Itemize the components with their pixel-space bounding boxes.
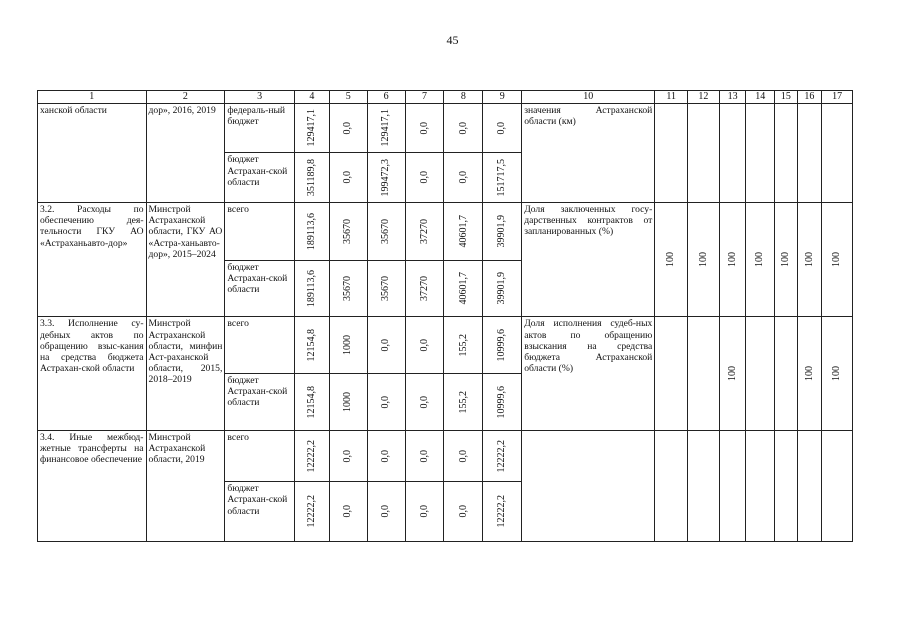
target-value-cell xyxy=(822,202,853,316)
amount-cell xyxy=(483,317,522,374)
target-value: 100 xyxy=(779,252,791,268)
target-value-cell xyxy=(688,202,720,316)
column-number-row xyxy=(38,91,853,104)
funding-source: всего xyxy=(225,317,295,374)
amount-value: 0,0 xyxy=(457,449,469,463)
column-number: 6 xyxy=(367,91,405,104)
target-value-cell xyxy=(719,317,746,430)
amount-cell xyxy=(294,153,329,202)
column-number: 5 xyxy=(329,91,367,104)
amount-value: 0,0 xyxy=(418,395,430,409)
amount-value: 40601,7 xyxy=(457,272,469,305)
target-value-cell xyxy=(775,430,798,541)
column-number: 17 xyxy=(822,91,853,104)
amount-cell xyxy=(405,317,444,374)
indicator-name xyxy=(522,430,655,541)
executor-period: Минстрой Астраханской области, 2019 xyxy=(146,430,225,541)
page-number: 45 xyxy=(446,33,459,47)
column-number: 2 xyxy=(146,91,225,104)
column-number: 8 xyxy=(444,91,483,104)
target-value-cell xyxy=(719,104,746,203)
target-value-cell xyxy=(655,317,688,430)
amount-cell xyxy=(444,430,483,482)
amount-cell xyxy=(483,202,522,260)
target-value-cell xyxy=(775,202,798,316)
event-name: 3.2. Расходы по обеспечению дея-тельности ГКУ АО «Астраханьавто-дор» xyxy=(38,202,147,316)
amount-cell xyxy=(405,153,444,202)
amount-cell xyxy=(405,430,444,482)
column-number: 10 xyxy=(522,91,655,104)
amount-value: 1000 xyxy=(342,335,354,356)
target-value-cell xyxy=(655,430,688,541)
amount-value: 0,0 xyxy=(418,121,430,135)
amount-value: 0,0 xyxy=(457,171,469,184)
amount-cell xyxy=(329,430,367,482)
funding-source: бюджет Астрахан-ской области xyxy=(225,373,295,430)
amount-value: 12154,8 xyxy=(306,328,317,362)
column-number: 12 xyxy=(688,91,720,104)
amount-cell xyxy=(329,104,367,153)
target-value-cell xyxy=(797,202,822,316)
column-number: 9 xyxy=(483,91,522,104)
amount-value: 129417,1 xyxy=(306,109,317,147)
amount-value: 0,0 xyxy=(342,121,354,135)
amount-cell xyxy=(367,373,405,430)
amount-value: 0,0 xyxy=(380,505,392,518)
amount-value: 10999,6 xyxy=(496,328,508,362)
amount-value: 0,0 xyxy=(380,338,392,352)
column-number: 15 xyxy=(775,91,798,104)
amount-cell xyxy=(329,373,367,430)
program-table xyxy=(37,90,853,542)
amount-cell xyxy=(329,202,367,260)
amount-value: 12222,2 xyxy=(306,439,317,473)
amount-value: 12222,2 xyxy=(496,495,508,528)
target-value-cell xyxy=(655,104,688,203)
target-value-cell xyxy=(688,430,720,541)
amount-cell xyxy=(367,104,405,153)
amount-cell xyxy=(405,260,444,317)
amount-value: 37270 xyxy=(418,275,430,301)
amount-value: 12222,2 xyxy=(306,495,317,528)
target-value: 100 xyxy=(726,252,738,268)
amount-cell xyxy=(405,202,444,260)
executor-period: дор», 2016, 2019 xyxy=(146,104,225,203)
amount-cell xyxy=(444,317,483,374)
amount-cell xyxy=(329,317,367,374)
target-value: 100 xyxy=(831,365,843,381)
amount-value: 151717,5 xyxy=(496,158,508,197)
event-name: 3.3. Исполнение су-дебных актов по обращению взыс-кания на средства бюджета Астрахан-ской области xyxy=(38,317,147,430)
amount-cell xyxy=(294,482,329,542)
amount-value: 0,0 xyxy=(418,449,430,463)
amount-cell xyxy=(405,373,444,430)
amount-value: 0,0 xyxy=(418,338,430,352)
amount-value: 35670 xyxy=(342,275,354,301)
table-row xyxy=(38,104,853,153)
table-row xyxy=(38,202,853,260)
amount-value: 10999,6 xyxy=(496,385,508,419)
column-number: 13 xyxy=(719,91,746,104)
amount-value: 0,0 xyxy=(496,121,508,135)
target-value-cell xyxy=(746,430,775,541)
amount-cell xyxy=(367,260,405,317)
amount-value: 0,0 xyxy=(457,121,469,135)
amount-value: 35670 xyxy=(380,218,392,244)
amount-value: 0,0 xyxy=(342,449,354,463)
amount-value: 351189,8 xyxy=(306,159,317,197)
amount-cell xyxy=(444,153,483,202)
funding-source: бюджет Астрахан-ской области xyxy=(225,482,295,542)
amount-value: 189113,6 xyxy=(306,212,317,250)
amount-cell xyxy=(367,482,405,542)
indicator-name: значения Астраханской области (км) xyxy=(522,104,655,203)
amount-value: 0,0 xyxy=(457,505,469,518)
amount-value: 0,0 xyxy=(418,505,430,518)
amount-cell xyxy=(367,153,405,202)
amount-cell xyxy=(483,260,522,317)
amount-cell xyxy=(444,373,483,430)
amount-cell xyxy=(367,202,405,260)
amount-value: 0,0 xyxy=(342,505,354,518)
amount-cell xyxy=(483,482,522,542)
amount-value: 0,0 xyxy=(342,171,354,184)
amount-cell xyxy=(444,104,483,153)
target-value-cell xyxy=(822,104,853,203)
funding-source: всего xyxy=(225,202,295,260)
target-value-cell xyxy=(822,317,853,430)
amount-cell xyxy=(294,430,329,482)
target-value-cell xyxy=(797,317,822,430)
amount-value: 37270 xyxy=(418,218,430,244)
target-value: 100 xyxy=(726,365,738,381)
indicator-name: Доля заключенных госу-дарственных контрактов от запланированных (%) xyxy=(522,202,655,316)
column-number: 7 xyxy=(405,91,444,104)
amount-value: 35670 xyxy=(380,275,392,301)
target-value-cell xyxy=(719,430,746,541)
target-value: 100 xyxy=(697,252,709,268)
target-value: 100 xyxy=(754,252,766,268)
amount-cell xyxy=(367,317,405,374)
amount-value: 35670 xyxy=(342,218,354,244)
amount-cell xyxy=(405,482,444,542)
target-value-cell xyxy=(775,104,798,203)
amount-value: 1000 xyxy=(342,391,354,412)
amount-cell xyxy=(294,202,329,260)
amount-cell xyxy=(405,104,444,153)
amount-cell xyxy=(483,430,522,482)
column-number: 14 xyxy=(746,91,775,104)
target-value: 100 xyxy=(803,252,815,268)
target-value-cell xyxy=(688,104,720,203)
column-number: 11 xyxy=(655,91,688,104)
event-name: 3.4. Иные межбюд-жетные трансферты на финансовое обеспечение xyxy=(38,430,147,541)
executor-period: Минстрой Астраханской области, минфин Аст-раханской области, 2015, 2018–2019 xyxy=(146,317,225,430)
funding-source: бюджет Астрахан-ской области xyxy=(225,260,295,317)
target-value-cell xyxy=(775,317,798,430)
amount-cell xyxy=(294,104,329,153)
amount-value: 155,2 xyxy=(457,333,469,357)
amount-value: 189113,6 xyxy=(306,269,317,308)
target-value: 100 xyxy=(665,252,677,268)
amount-value: 40601,7 xyxy=(457,215,469,248)
target-value-cell xyxy=(746,317,775,430)
amount-cell xyxy=(329,482,367,542)
table-row xyxy=(38,430,853,482)
indicator-name: Доля исполнения судеб-ных актов по обращению взыскания на средства бюджета Астраханской области (%) xyxy=(522,317,655,430)
target-value: 100 xyxy=(803,365,815,381)
target-value-cell xyxy=(719,202,746,316)
amount-cell xyxy=(483,373,522,430)
funding-source: всего xyxy=(225,430,295,482)
column-number: 4 xyxy=(294,91,329,104)
amount-cell xyxy=(294,317,329,374)
amount-value: 12222,2 xyxy=(496,439,508,473)
target-value-cell xyxy=(797,104,822,203)
amount-cell xyxy=(483,104,522,153)
target-value-cell xyxy=(688,317,720,430)
amount-value: 129417,1 xyxy=(380,109,392,147)
amount-cell xyxy=(444,482,483,542)
amount-value: 39901,9 xyxy=(496,215,508,248)
amount-cell xyxy=(444,260,483,317)
amount-value: 0,0 xyxy=(380,395,392,409)
amount-value: 0,0 xyxy=(380,449,392,463)
amount-cell xyxy=(294,373,329,430)
funding-source: бюджет Астрахан-ской области xyxy=(225,153,295,202)
column-number: 3 xyxy=(225,91,295,104)
amount-cell xyxy=(294,260,329,317)
amount-value: 39901,9 xyxy=(496,272,508,305)
target-value-cell xyxy=(797,430,822,541)
target-value-cell xyxy=(655,202,688,316)
amount-value: 155,2 xyxy=(457,390,469,414)
amount-value: 12154,8 xyxy=(306,385,317,419)
target-value-cell xyxy=(746,104,775,203)
target-value-cell xyxy=(746,202,775,316)
amount-cell xyxy=(444,202,483,260)
amount-cell xyxy=(329,260,367,317)
table-row xyxy=(38,317,853,374)
amount-value: 0,0 xyxy=(418,171,430,184)
column-number: 1 xyxy=(38,91,147,104)
amount-cell xyxy=(367,430,405,482)
target-value: 100 xyxy=(831,252,843,268)
amount-value: 199472,3 xyxy=(380,158,392,197)
column-number: 16 xyxy=(797,91,822,104)
event-name: ханской области xyxy=(38,104,147,203)
amount-cell xyxy=(483,153,522,202)
funding-source: федераль-ный бюджет xyxy=(225,104,295,153)
target-value-cell xyxy=(822,430,853,541)
executor-period: Минстрой Астраханской области, ГКУ АО «Астра-ханьавто-дор», 2015–2024 xyxy=(146,202,225,316)
amount-cell xyxy=(329,153,367,202)
